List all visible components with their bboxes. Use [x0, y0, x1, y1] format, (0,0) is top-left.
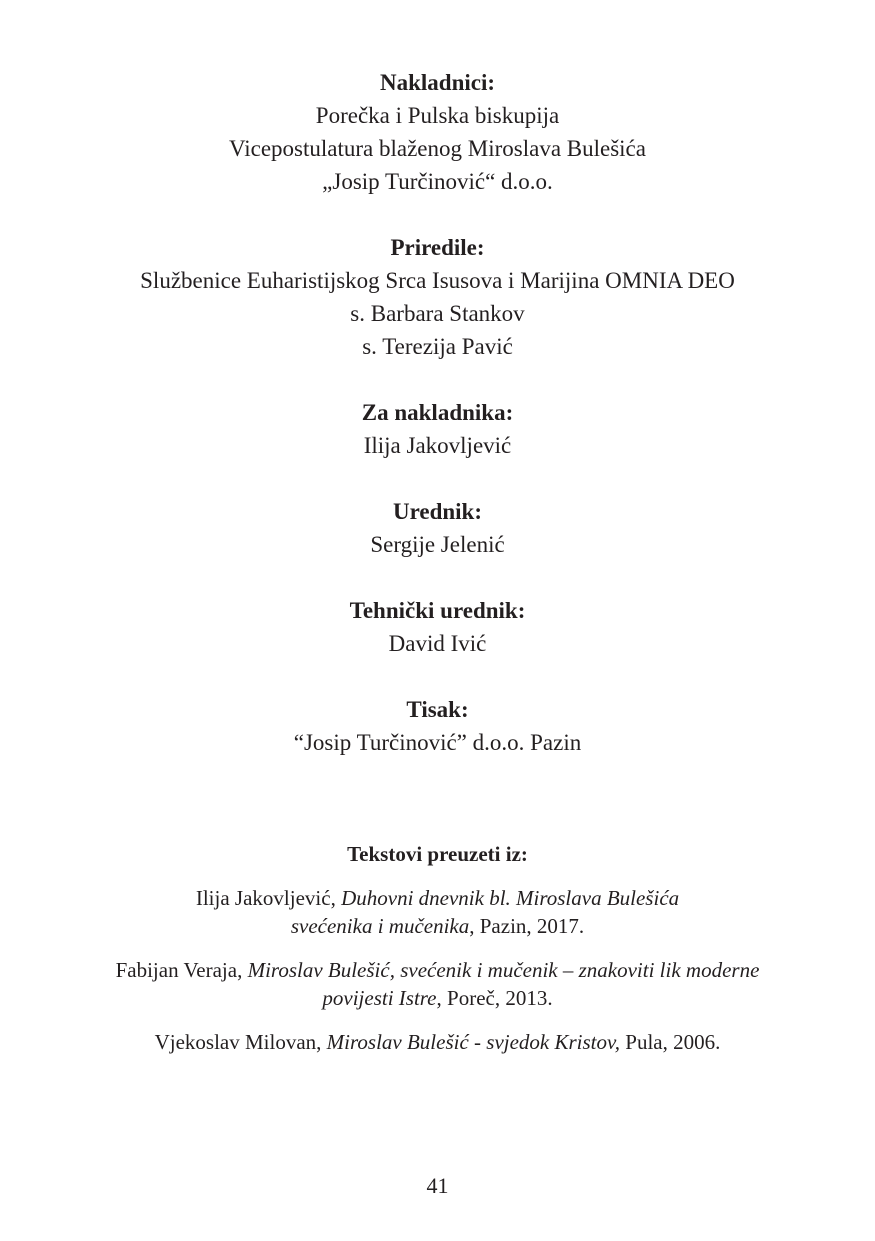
credit-heading: Priredile:: [390, 235, 485, 260]
source-title: Duhovni dnevnik bl. Miroslava Bulešića: [341, 886, 680, 910]
credit-printing: [0, 693, 875, 759]
source-place-year: , Poreč, 2013.: [436, 986, 553, 1010]
sources-heading: Tekstovi preuzeti iz:: [347, 842, 528, 866]
source-place-year: Pula, 2006.: [620, 1030, 721, 1054]
source-entry: [60, 1028, 815, 1056]
source-place-year: , Pazin, 2017.: [469, 914, 585, 938]
credit-line: Porečka i Pulska biskupija: [315, 103, 560, 128]
credit-heading: Za nakladnika:: [361, 400, 514, 425]
source-title: Miroslav Bulešić, svećenik i mučenik – znakoviti lik moderne: [247, 958, 760, 982]
credit-editors: [0, 231, 875, 363]
credit-line: Vicepostulatura blaženog Miroslava Bulešića: [229, 136, 646, 161]
source-title: Miroslav Bulešić - svjedok Kristov,: [326, 1030, 621, 1054]
credit-technical-editor: [0, 594, 875, 660]
page-number: 41: [426, 1173, 449, 1198]
credit-line: “Josip Turčinović” d.o.o. Pazin: [293, 730, 582, 755]
credit-line: s. Barbara Stankov: [350, 301, 525, 326]
credit-line: Ilija Jakovljević: [363, 433, 512, 458]
source-title-continued: svećenika i mučenika: [290, 914, 470, 938]
credit-line: David Ivić: [388, 631, 487, 656]
credit-heading: Tisak:: [406, 697, 469, 722]
credit-for-publisher: [0, 396, 875, 462]
text-sources: [60, 840, 815, 1072]
credit-heading: Tehnički urednik:: [349, 598, 526, 623]
source-entry: [60, 956, 815, 1012]
source-title-continued: povijesti Istre: [322, 986, 437, 1010]
source-entry: [60, 884, 815, 940]
credit-line: „Josip Turčinović“ d.o.o.: [322, 169, 553, 194]
credit-line: Sergije Jelenić: [370, 532, 505, 557]
credit-publishers: [0, 66, 875, 198]
credit-editor: [0, 495, 875, 561]
source-author: Vjekoslav Milovan,: [154, 1030, 327, 1054]
credit-heading: Urednik:: [392, 499, 483, 524]
imprint-credits: [0, 66, 875, 792]
credit-heading: Nakladnici:: [379, 70, 496, 95]
credit-line: s. Terezija Pavić: [362, 334, 513, 359]
source-author: Fabijan Veraja,: [115, 958, 248, 982]
source-author: Ilija Jakovljević,: [195, 886, 342, 910]
credit-line: Službenice Euharistijskog Srca Isusova i Marijina OMNIA DEO: [140, 268, 735, 293]
